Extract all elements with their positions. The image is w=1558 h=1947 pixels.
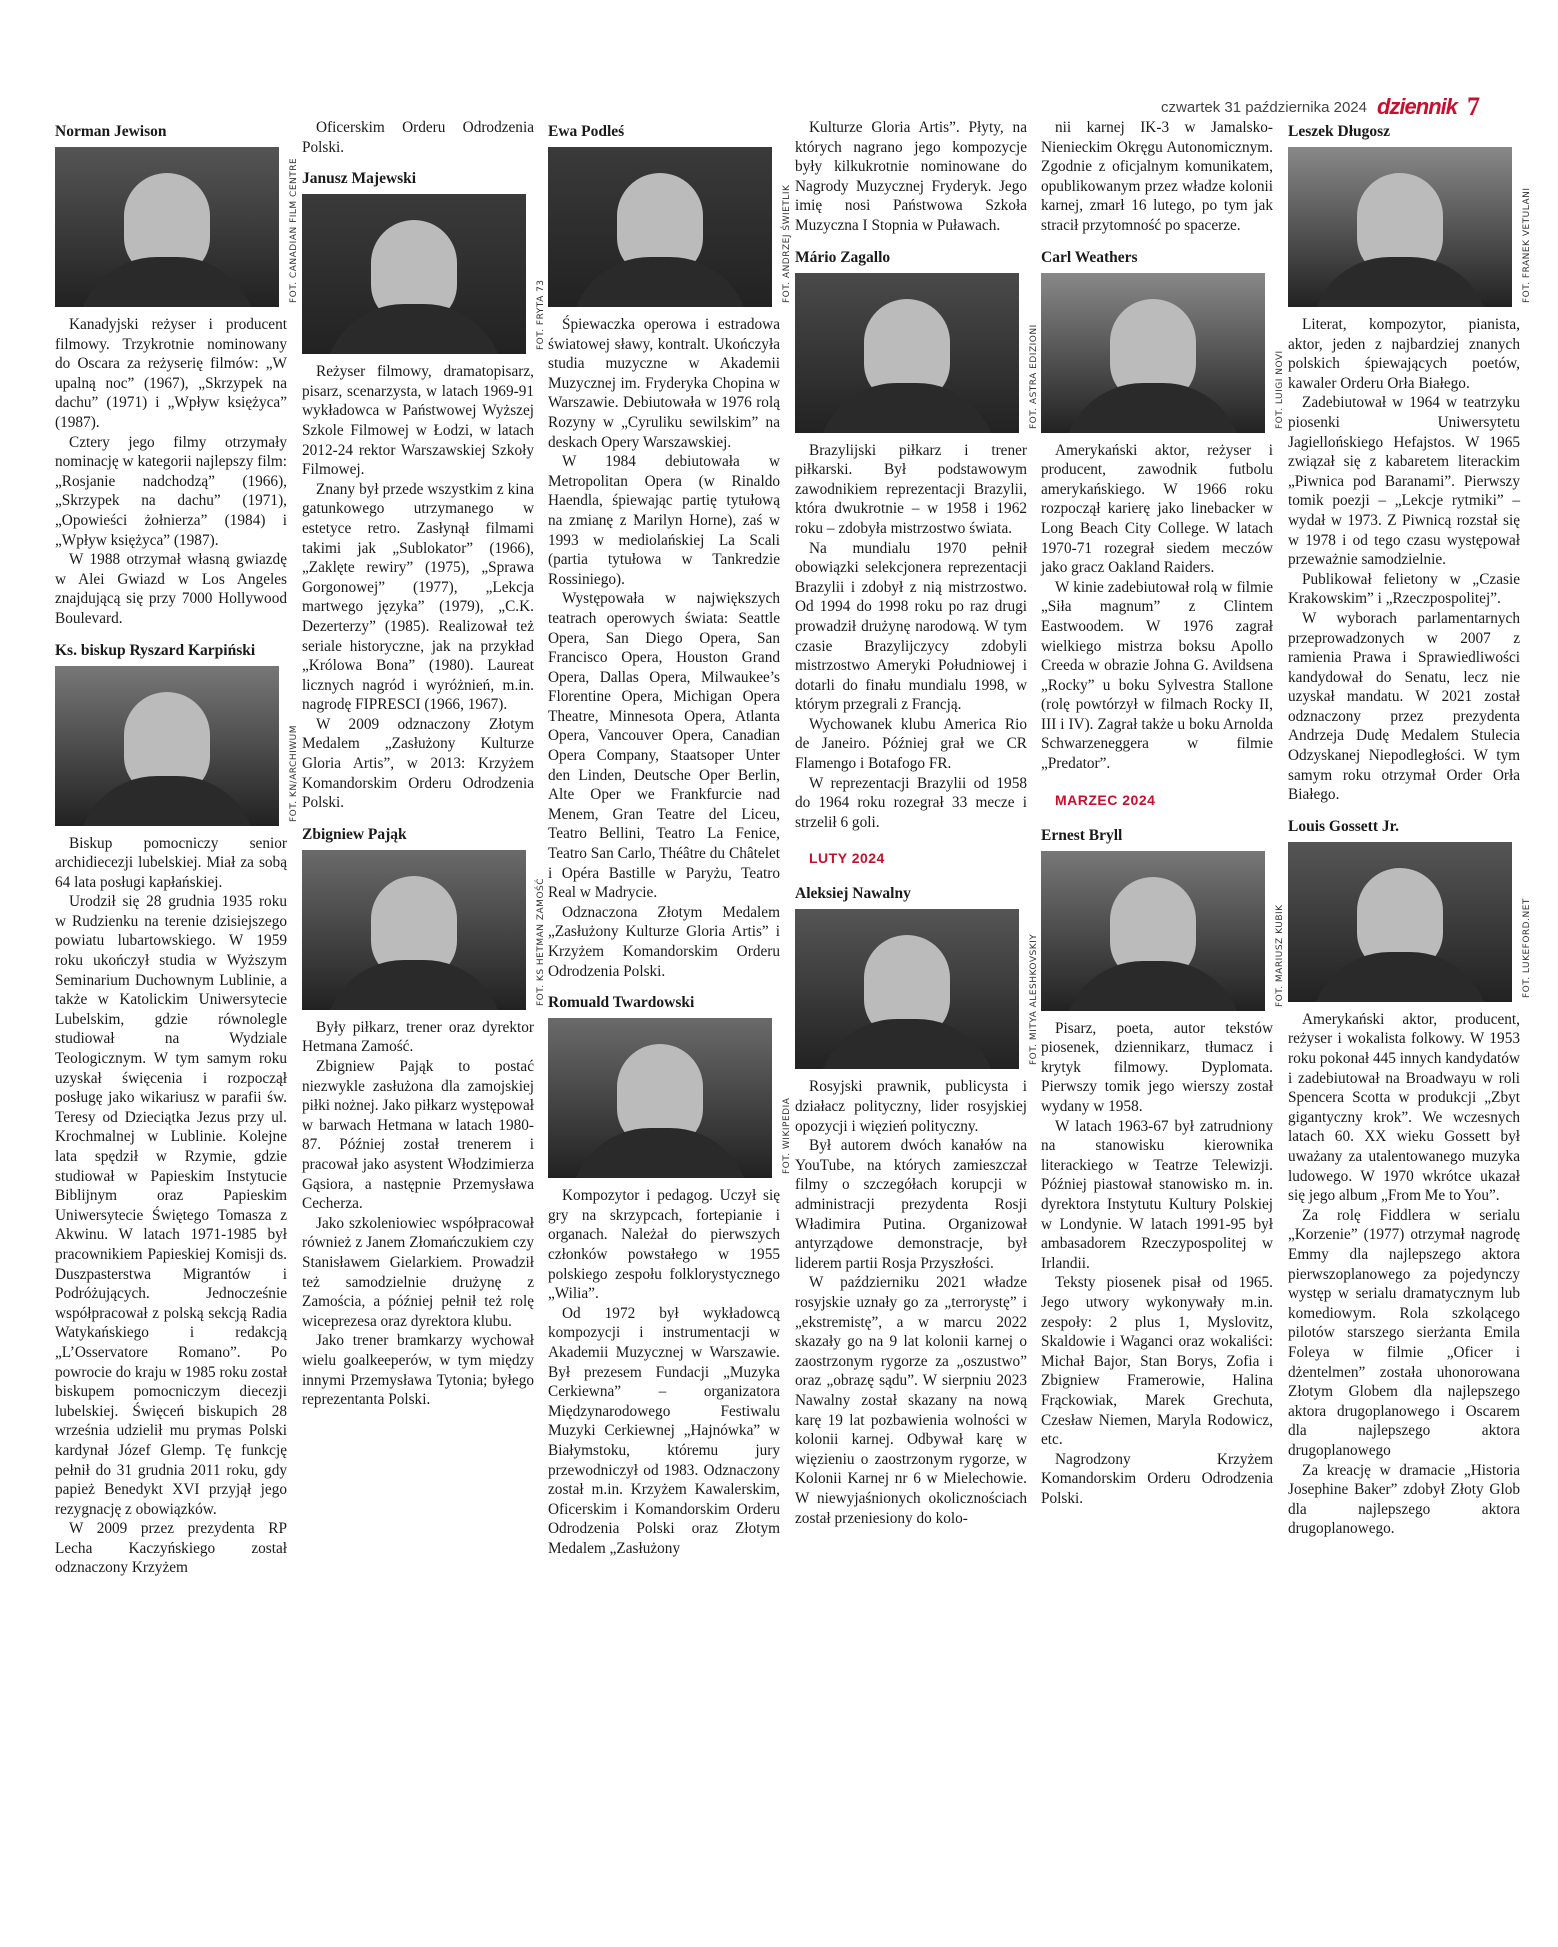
column-1: [55, 118, 299, 1590]
issue-date: czwartek 31 października 2024: [1161, 98, 1367, 116]
obituary-entry: [1041, 826, 1285, 1509]
obituary-entry: [795, 884, 1039, 1528]
portrait-photo: [1041, 851, 1265, 1011]
photo-with-credit: [55, 147, 299, 307]
photo-credit: [1522, 147, 1534, 307]
obituary-entry: [1041, 118, 1273, 236]
photo-with-credit: [1041, 851, 1285, 1011]
photo-credit: [1275, 273, 1287, 433]
body-paragraph: Znany był przede wszystkim z kina gatunkowego utrzymanego w estetyce retro. Zasłynął filmami takimi jak „Sublokator” (1966), „Zaklęte rewiry” (1975), „Sprawa Gorgonowej” (1977), „Lekcja martwego języka” (1979), „C.K. Dezerterzy” (1985). Realizował też seriale historyczne, jak na przykład „Królowa Bona” (1980). Laureat licznych nagród i wyróżnień, m.in. nagrodę FIPRESCI (1966, 1967).: [302, 480, 534, 714]
person-name: Romuald Twardowski: [548, 994, 695, 1012]
photo-credit: [536, 850, 548, 1010]
portrait-photo: [548, 1018, 772, 1178]
body-paragraph: Od 1972 był wykładowcą kompozycji i instrumentacji w Akademii Muzycznej w Warszawie. Był prezesem Fundacji „Muzyka Cerkiewna” – organizatora Międzynarodowego Festiwalu Muzyki Cerkiewnej „Hajnówka” w Białymstoku, któremu jury przewodniczył od 1983. Odznaczony został m.in. Krzyżem Kawalerskim, Oficerskim i Komandorskim Orderu Odrodzenia Polski oraz Złotym Medalem „Zasłużony: [548, 1304, 780, 1557]
photo-credit: [536, 194, 548, 354]
body-paragraph: Zbigniew Pająk to postać niezwykle zasłużona dla zamojskiej piłki nożnej. Jako piłkarz występował w barwach Hetmana w latach 1980-87. Później został trenerem i pracował jako asystent Włodzimierza Gąsiora, a następnie Przemysława Cecherza.: [302, 1058, 534, 1213]
person-name: Zbigniew Pająk: [302, 825, 407, 843]
photo-credit-text: FOT. MARIUSZ KUBIK: [1275, 904, 1285, 1007]
body-paragraph: Literat, kompozytor, pianista, aktor, jeden z najbardziej znanych polskich śpiewających poetów, kawaler Orderu Orła Białego.: [1288, 316, 1520, 392]
body-paragraph: Biskup pomocniczy senior archidiecezji lubelskiej. Miał za sobą 64 lata posługi kapłańskiej.: [55, 834, 287, 891]
portrait-photo: [302, 850, 526, 1010]
column-2: [302, 118, 546, 1422]
body-paragraph: W 2009 odznaczony Złotym Medalem „Zasłużony Kulturze Gloria Artis”, w 2013: Krzyżem Komandorskim Orderu Odrodzenia Polski.: [302, 715, 534, 812]
photo-credit-text: FOT. LUKEFORD.NET: [1522, 897, 1532, 998]
body-paragraph: Reżyser filmowy, dramatopisarz, pisarz, scenarzysta, w latach 1969-91 wykładowca w Państwowej Wyższej Szkole Filmowej w Łodzi, w latach 2012-24 rektor Warszawskiej Szkoły Filmowej.: [302, 363, 534, 479]
photo-credit-text: FOT. MITYA ALESHKOVSKIY: [1029, 934, 1039, 1066]
page-number: 7: [1467, 92, 1480, 121]
obituary-entry: [548, 993, 792, 1558]
body-paragraph: W latach 1963-67 był zatrudniony na stanowisku kierownika literackiego w Teatrze Telewizji. Później piastował stanowisko m. in. dyrektora Instytutu Kultury Polskiej w Londynie. W latach 1991-95 był ambasadorem Rzeczypospolitej w Irlandii.: [1041, 1117, 1273, 1272]
page-header: [1161, 94, 1480, 120]
body-paragraph: Zadebiutował w 1964 w teatrzyku piosenki Uniwersytetu Jagiellońskiego Hefajstos. W 1965 związał się z kabaretem literackim „Piwnica pod Baranami”. Pierwszy tomik poezji – „Lekcje rytmiki” – wydał w 1973. Z Piwnicą rozstał się w 1978 i od tego czasu występował przeważnie samodzielnie.: [1288, 394, 1520, 569]
photo-credit-text: FOT. LUIGI NOVI: [1275, 349, 1285, 429]
photo-credit: [1275, 851, 1287, 1011]
photo-with-credit: [795, 909, 1039, 1069]
body-paragraph: Nagrodzony Krzyżem Komandorskim Orderu Odrodzenia Polski.: [1041, 1450, 1273, 1507]
photo-with-credit: [795, 273, 1039, 433]
body-paragraph: Odznaczona Złotym Medalem „Zasłużony Kulturze Gloria Artis” i Krzyżem Komandorskim Orderu Odrodzenia Polski.: [548, 903, 780, 980]
photo-with-credit: [302, 850, 546, 1010]
newspaper-logo: dziennik: [1376, 94, 1457, 119]
photo-credit-text: FOT. ANDRZEJ ŚWIETLIK: [782, 184, 792, 303]
body-paragraph: Za rolę Fiddlera w serialu „Korzenie” (1977) otrzymał nagrodę Emmy dla najlepszego aktora pierwszoplanowego za pojedynczy występ w serialu dramatycznym lub komediowym. Rola szkolącego pilotów starszego sierżanta Emila Foleya w filmie „Oficer i dżentelmen” została uhonorowana Złotym Globem dla najlepszego aktora drugoplanowego i Oscarem dla najlepszego aktora drugoplanowego: [1288, 1206, 1520, 1459]
portrait-photo: [1041, 273, 1265, 433]
photo-credit: [289, 666, 301, 826]
body-paragraph: Pisarz, poeta, autor tekstów piosenek, dziennikarz, tłumacz i krytyk filmowy. Dyplomata. Pierwszy tomik jego wierszy został wydany w 1958.: [1041, 1019, 1273, 1116]
person-name: Louis Gossett Jr.: [1288, 817, 1399, 835]
photo-credit-text: FOT. CANADIAN FILM CENTRE: [289, 157, 299, 303]
body-paragraph: Były piłkarz, trener oraz dyrektor Hetmana Zamość.: [302, 1018, 534, 1056]
body-paragraph: Rosyjski prawnik, publicysta i działacz polityczny, lider rosyjskiej opozycji i więzień polityczny.: [795, 1078, 1027, 1135]
person-name: Leszek Długosz: [1288, 123, 1391, 140]
column-5: [1041, 118, 1285, 1521]
portrait-photo: [302, 194, 526, 354]
column-3: [548, 118, 792, 1570]
body-paragraph: Urodził się 28 grudnia 1935 roku w Rudzienku na terenie dzisiejszego powiatu lubartowskiego. W 1959 roku ukończył studia w Wyższym Seminarium Duchownym Lublinie, a także w Katolickim Uniwersytecie Lubelskim, gdzie równolegle studiował na Wydziale Teologicznym. W tym samym roku uzyskał święcenia i rozpoczął posługę jako wikariusz w parafii św. Teresy od Dzieciątka Jezus przy ul. Krochmalnej w Lublinie. Kolejne lata spędził w Rzymie, gdzie studiował w Papieskim Instytucie Biblijnym oraz Papieskim Uniwersytecie Świętego Tomasza z Akwinu. W latach 1971-1985 był pracownikiem Papieskiej Komisji ds. Duszpasterstwa Migrantów i Podróżujących. Jednocześnie współpracował z polską sekcją Radia Watykańskiego i redakcją „L’Osservatore Romano”. Po powrocie do kraju w 1985 roku został biskupem pomocniczym diecezji lubelskiej. Święceń biskupich 28 września udzielił mu prymas Polski kardynał Józef Glemp. Tę funkcję pełnił do 31 grudnia 2011 roku, gdy papież Benedykt XVI przyjął jego rezygnację z obowiązków.: [55, 893, 287, 1518]
photo-credit: [1029, 273, 1041, 433]
obituary-entry: [302, 118, 534, 157]
photo-credit-text: FOT. KN/ARCHIWUM: [289, 724, 299, 822]
body-paragraph: W 2009 przez prezydenta RP Lecha Kaczyńskiego został odznaczony Krzyżem: [55, 1520, 287, 1577]
photo-with-credit: [1288, 147, 1532, 307]
obituary-entry: [302, 825, 546, 1410]
photo-credit-text: FOT. ASTRA EDIZIONI: [1029, 323, 1039, 429]
photo-credit-text: FOT. FRANEK VETULANI: [1522, 187, 1532, 303]
portrait-photo: [795, 273, 1019, 433]
body-paragraph: Jako trener bramkarzy wychował wielu goalkeeperów, w tym między innymi Przemysława Tytonia; byłego reprezentanta Polski.: [302, 1332, 534, 1409]
body-paragraph: W październiku 2021 władze rosyjskie uznały go za „terrorystę” i „ekstremistę”, a w marcu 2022 skazały go na 9 lat kolonii karnej o zaostrzonym rygorze za „oszustwo” oraz „obrazę sądu”. W sierpniu 2023 Nawalny został skazany na nową karę 19 lat pozbawienia wolności w kolonii karnej. Odbywał karę w więzieniu o zaostrzonym rygorze, w Kolonii Karnej nr 6 w Mielechowie. W niewyjaśnionych okolicznościach został przeniesiony do kolo-: [795, 1274, 1027, 1527]
body-paragraph: Amerykański aktor, reżyser i producent, zawodnik futbolu amerykańskiego. W 1966 roku rozpoczął karierę jako linebacker w Long Beach City College. W latach 1970-71 rozegrał siedem meczów jako gracz Oakland Raiders.: [1041, 441, 1273, 577]
body-paragraph: Wychowanek klubu America Rio de Janeiro. Później grał we CR Flamengo i Botafogo FR.: [795, 715, 1027, 773]
body-paragraph: nii karnej IK-3 w Jamalsko-Nienieckim Okręgu Autonomicznym. Zgodnie z oficjalnym komunikatem, opublikowanym przez władze kolonii karnej, zmarł 16 lutego, po tym jak stracił przytomność po spacerze.: [1041, 119, 1273, 234]
photo-credit: [289, 147, 301, 307]
column-4: [795, 118, 1039, 1540]
body-paragraph: Jako szkoleniowiec współpracował również z Janem Złomańczukiem czy Stanisławem Gielarkiem. Prowadził też samodzielnie drużynę z Zamościa, a później pełnił też rolę wiceprezesa oraz dyrektora klubu.: [302, 1214, 534, 1330]
body-paragraph: W reprezentacji Brazylii od 1958 do 1964 roku rozegrał 33 mecze i strzelił 6 goli.: [795, 774, 1027, 831]
body-paragraph: Na mundialu 1970 pełnił obowiązki selekcjonera reprezentacji Brazylii i zdobył z nią mistrzostwo. Od 1994 do 1998 roku po raz drugi prowadził drużynę narodową. W tym czasie Brazylijczycy zdobyli mistrzostwo Ameryki Południowej i dotarli do finału mundialu 1998, w którym przegrali z Francją.: [795, 539, 1027, 714]
obituary-entry: [795, 248, 1039, 833]
body-paragraph: Za kreację w dramacie „Historia Josephine Baker” zdobył Złoty Glob dla najlepszego aktora drugoplanowego.: [1288, 1461, 1520, 1538]
person-name: Carl Weathers: [1041, 248, 1138, 266]
person-name: Aleksiej Nawalny: [795, 885, 911, 903]
portrait-photo: [55, 147, 279, 307]
photo-with-credit: [548, 1018, 792, 1178]
column-6: [1288, 118, 1532, 1551]
photo-with-credit: [548, 147, 792, 307]
body-paragraph: Brazylijski piłkarz i trener piłkarski. Był podstawowym zawodnikiem reprezentacji Brazylii, która dwukrotnie – w 1958 i 1962 roku – zdobyła mistrzostwo świata.: [795, 441, 1027, 537]
obituary-entry: [302, 169, 546, 813]
obituary-entry: [55, 122, 299, 629]
obituary-entry: [1288, 817, 1532, 1539]
photo-credit: [1522, 842, 1534, 1002]
obituary-entry: [1288, 122, 1532, 805]
obituary-entry: [795, 118, 1027, 236]
body-paragraph: Śpiewaczka operowa i estradowa światowej sławy, kontralt. Ukończyła studia muzyczne w Akademii Muzycznej im. Fryderyka Chopina w Warszawie. Debiutowała w 1976 rolą Rozyny w „Cyruliku sewilskim” na deskach Opery Warszawskiej.: [548, 316, 780, 451]
person-name: Ks. biskup Ryszard Karpiński: [55, 641, 256, 659]
photo-credit: [782, 147, 794, 307]
portrait-photo: [1288, 147, 1512, 307]
body-paragraph: Oficerskim Orderu Odrodzenia Polski.: [302, 119, 534, 156]
portrait-photo: [795, 909, 1019, 1069]
body-paragraph: Amerykański aktor, producent, reżyser i wokalista folkowy. W 1953 roku pokonał 445 innych kandydatów i zadebiutował na Broadwayu w roli Spencera Scotta w produkcji „Zbyt gigantyczny krok”. We wczesnych latach 60. XX wieku Gossett był uważany za utalentowanego muzyka ludowego. W 1970 wkrótce ukazał się jego album „From Me to You”.: [1288, 1010, 1520, 1205]
photo-with-credit: [55, 666, 299, 826]
body-paragraph: Był autorem dwóch kanałów na YouTube, na których zamieszczał filmy o szczegółach korupcji w administracji prezydenta Rosji Władimira Putina. Organizował antyrządowe demonstracje, był liderem partii Rosja Przyszłości.: [795, 1137, 1027, 1272]
body-paragraph: W 1988 otrzymał własną gwiazdę w Alei Gwiazd w Los Angeles znajdującą się przy 7000 Hollywood Boulevard.: [55, 551, 287, 627]
body-paragraph: W kinie zadebiutował rolą w filmie „Siła magnum” z Clintem Eastwoodem. W 1976 zagrał wielkiego mistrza boksu Apollo Creeda w obrazie Johna G. Avildsena „Rocky” u boku Sylvestra Stallone (rolę powtórzył w filmach Rocky II, III i IV). Zagrał także u boku Arnolda Schwarzeneggera w filmie „Predator”.: [1041, 578, 1273, 773]
body-paragraph: Publikował felietony w „Czasie Krakowskim” i „Rzeczpospolitej”.: [1288, 570, 1520, 608]
month-heading: LUTY 2024: [809, 850, 885, 867]
person-name: Ernest Bryll: [1041, 826, 1123, 844]
body-paragraph: Teksty piosenek pisał od 1965. Jego utwory wykonywały m.in. zespoły: 2 plus 1, Myslovitz, Skaldowie i Waganci oraz wokaliści: Michał Bajor, Stan Borys, Zofia i Zbigniew Framerowie, Halina Frąckowiak, Marek Grechuta, Czesław Niemen, Maryla Rodowicz, etc.: [1041, 1274, 1273, 1449]
portrait-photo: [1288, 842, 1512, 1002]
body-paragraph: Kompozytor i pedagog. Uczył się gry na skrzypcach, fortepianie i organach. Należał do pierwszych członków powstałego w 1955 polskiego zespołu folklorystycznego „Wilia”.: [548, 1187, 780, 1303]
portrait-photo: [548, 147, 772, 307]
body-paragraph: W wyborach parlamentarnych przeprowadzonych w 2007 z ramienia Prawa i Sprawiedliwości kandydował do Senatu, lecz nie uzyskał mandatu. W 2021 został odznaczony przez prezydenta Andrzeja Dudę Medalem Stulecia Odzyskanej Niepodległości. W tym samym roku otrzymał Order Orła Białego.: [1288, 609, 1520, 804]
body-paragraph: W 1984 debiutowała w Metropolitan Opera (w Rinaldo Haendla, śpiewając partię tytułową na zmianę z Marilyn Horne), zaś w 1993 w mediolańskiej La Scali (partia tytułowa w Tankredzie Rossiniego).: [548, 453, 780, 588]
photo-credit: [782, 1018, 794, 1178]
month-heading: MARZEC 2024: [1055, 791, 1156, 808]
person-name: Ewa Podleś: [548, 123, 625, 140]
person-name: Janusz Majewski: [302, 170, 417, 188]
photo-with-credit: [1288, 842, 1532, 1002]
body-paragraph: Kanadyjski reżyser i producent filmowy. Trzykrotnie nominowany do Oscara za reżyserię filmów: „W upalną noc” (1967), „Skrzypek na dachu” (1971) i „Wpływ księżyca” (1987).: [55, 316, 287, 431]
portrait-photo: [55, 666, 279, 826]
photo-with-credit: [1041, 273, 1285, 433]
body-paragraph: Występowała w największych teatrach operowych świata: Seattle Opera, San Diego Opera, San Francisco Opera, Houston Grand Opera, Dallas Opera, Milwaukee’s Florentine Opera, Michigan Opera Theatre, Minnesota Opera, Atlanta Opera, Vancouver Opera, Canadian Opera Company, Staatsoper Unter den Linden, Deutsche Oper Berlin, Alte Oper we Frankfurcie nad Menem, Gran Teatre del Liceu, Teatro Bellini, Teatro La Fenice, Teatro San Carlo, Théâtre du Châtelet i Opéra Bastille w Paryżu, Teatro Real w Madrycie.: [548, 590, 780, 902]
person-name: Mário Zagallo: [795, 248, 891, 266]
body-paragraph: Cztery jego filmy otrzymały nominację w kategorii najlepszy film: „Rosjanie nadchodzą” (1966), „Skrzypek na dachu” (1971), „Opowieści żołnierza” (1984) i „Wpływ księżyca” (1987).: [55, 433, 287, 549]
body-paragraph: Kulturze Gloria Artis”. Płyty, na których nagrano jego kompozycje były kilkukrotnie nominowane do Nagrody Muzycznej Fryderyk. Jego imię nosi Państwowa Szkoła Muzyczna I Stopnia w Puławach.: [795, 119, 1027, 234]
photo-with-credit: [302, 194, 546, 354]
person-name: Norman Jewison: [55, 123, 167, 140]
photo-credit: [1029, 909, 1041, 1069]
obituary-entry: [548, 122, 792, 981]
obituary-entry: [1041, 248, 1285, 774]
obituary-entry: [55, 641, 299, 1579]
photo-credit-text: FOT. WIKIPEDIA: [782, 1097, 792, 1175]
photo-credit-text: FOT. FRYTA 73: [536, 279, 546, 351]
photo-credit-text: FOT. KS HETMAN ZAMOŚĆ: [536, 877, 546, 1006]
